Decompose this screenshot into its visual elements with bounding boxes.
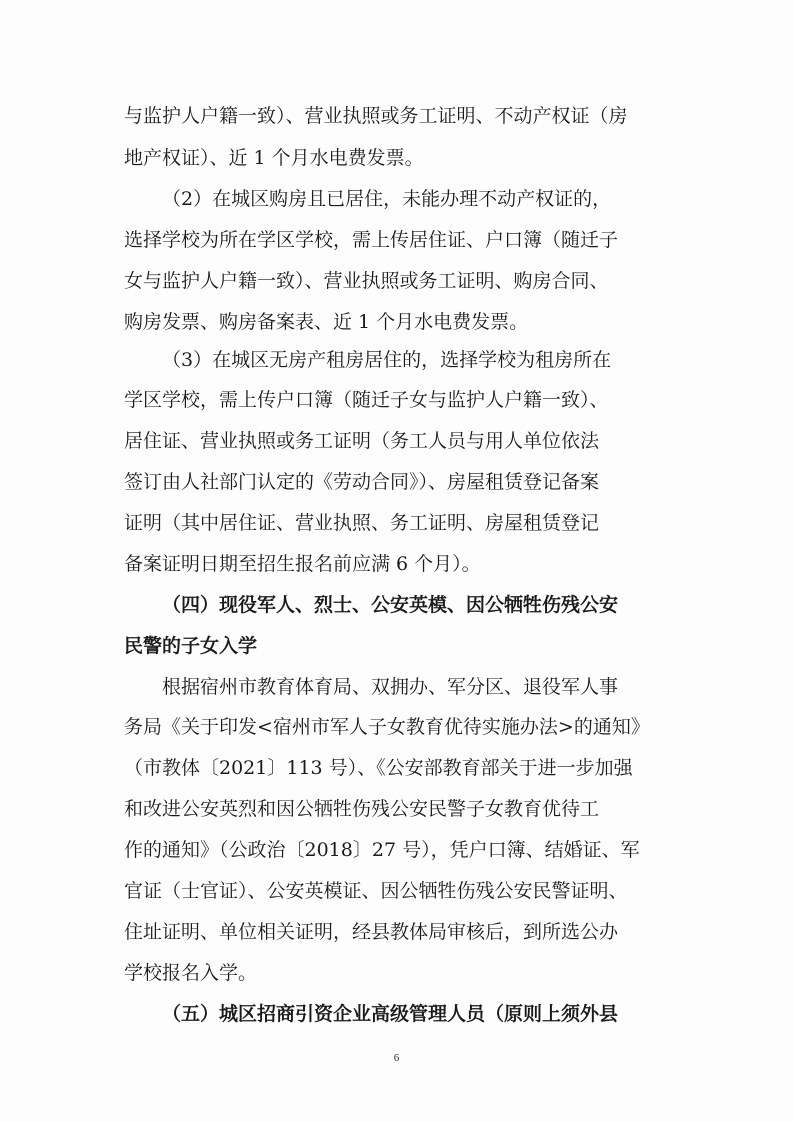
text-line: 官证（士官证）、公安英模证、因公牺牲伤残公安民警证明、 <box>124 880 628 902</box>
section-heading: （四）现役军人、烈士、公安英模、因公牺牲伤残公安 <box>162 594 619 616</box>
text-line: 学校报名入学。 <box>124 962 258 984</box>
page-number: 6 <box>393 1052 400 1064</box>
text-line: 证明（其中居住证、营业执照、务工证明、房屋租赁登记 <box>124 512 600 534</box>
section-heading: 民警的子女入学 <box>124 635 258 657</box>
text-line: 住址证明、单位相关证明，经县教体局审核后，到所选公办 <box>124 921 619 943</box>
text-line: 地产权证）、近 1 个月水电费发票。 <box>124 147 424 169</box>
text-line: 备案证明日期至招生报名前应满 6 个月）。 <box>124 553 481 575</box>
section-heading: （五）城区招商引资企业高级管理人员（原则上须外县 <box>162 1003 619 1025</box>
text-line: 学区学校，需上传户口簿（随迁子女与监护人户籍一致）、 <box>124 389 609 411</box>
text-line: 签订由人社部门认定的《劳动合同》）、房屋租赁登记备案 <box>124 471 600 493</box>
text-line: 购房发票、购房备案表、近 1 个月水电费发票。 <box>124 311 529 333</box>
text-line: 作的通知》（公政治〔2018〕27 号），凭户口簿、结婚证、军 <box>124 839 640 861</box>
text-line: 居住证、营业执照或务工证明（务工人员与用人单位依法 <box>124 430 600 452</box>
text-line: 选择学校为所在学区学校，需上传居住证、户口簿（随迁子 <box>124 229 619 251</box>
text-line: 与监护人户籍一致）、营业执照或务工证明、不动产权证（房 <box>124 105 628 127</box>
text-line: 根据宿州市教育体育局、双拥办、军分区、退役军人事 <box>162 676 619 698</box>
text-line: （3）在城区无房产租房居住的，选择学校为租房所在 <box>162 349 612 371</box>
text-line: 务局《关于印发<宿州市军人子女教育优待实施办法>的通知》 <box>124 716 650 738</box>
text-line: （2）在城区购房且已居住，未能办理不动产权证的， <box>162 188 612 210</box>
text-line: 女与监护人户籍一致）、营业执照或务工证明、购房合同、 <box>124 270 609 292</box>
text-line: 和改进公安英烈和因公牺牲伤残公安民警子女教育优待工 <box>124 798 600 820</box>
text-line: （市教体〔2021〕113 号）、《公安部教育部关于进一步加强 <box>124 757 633 779</box>
